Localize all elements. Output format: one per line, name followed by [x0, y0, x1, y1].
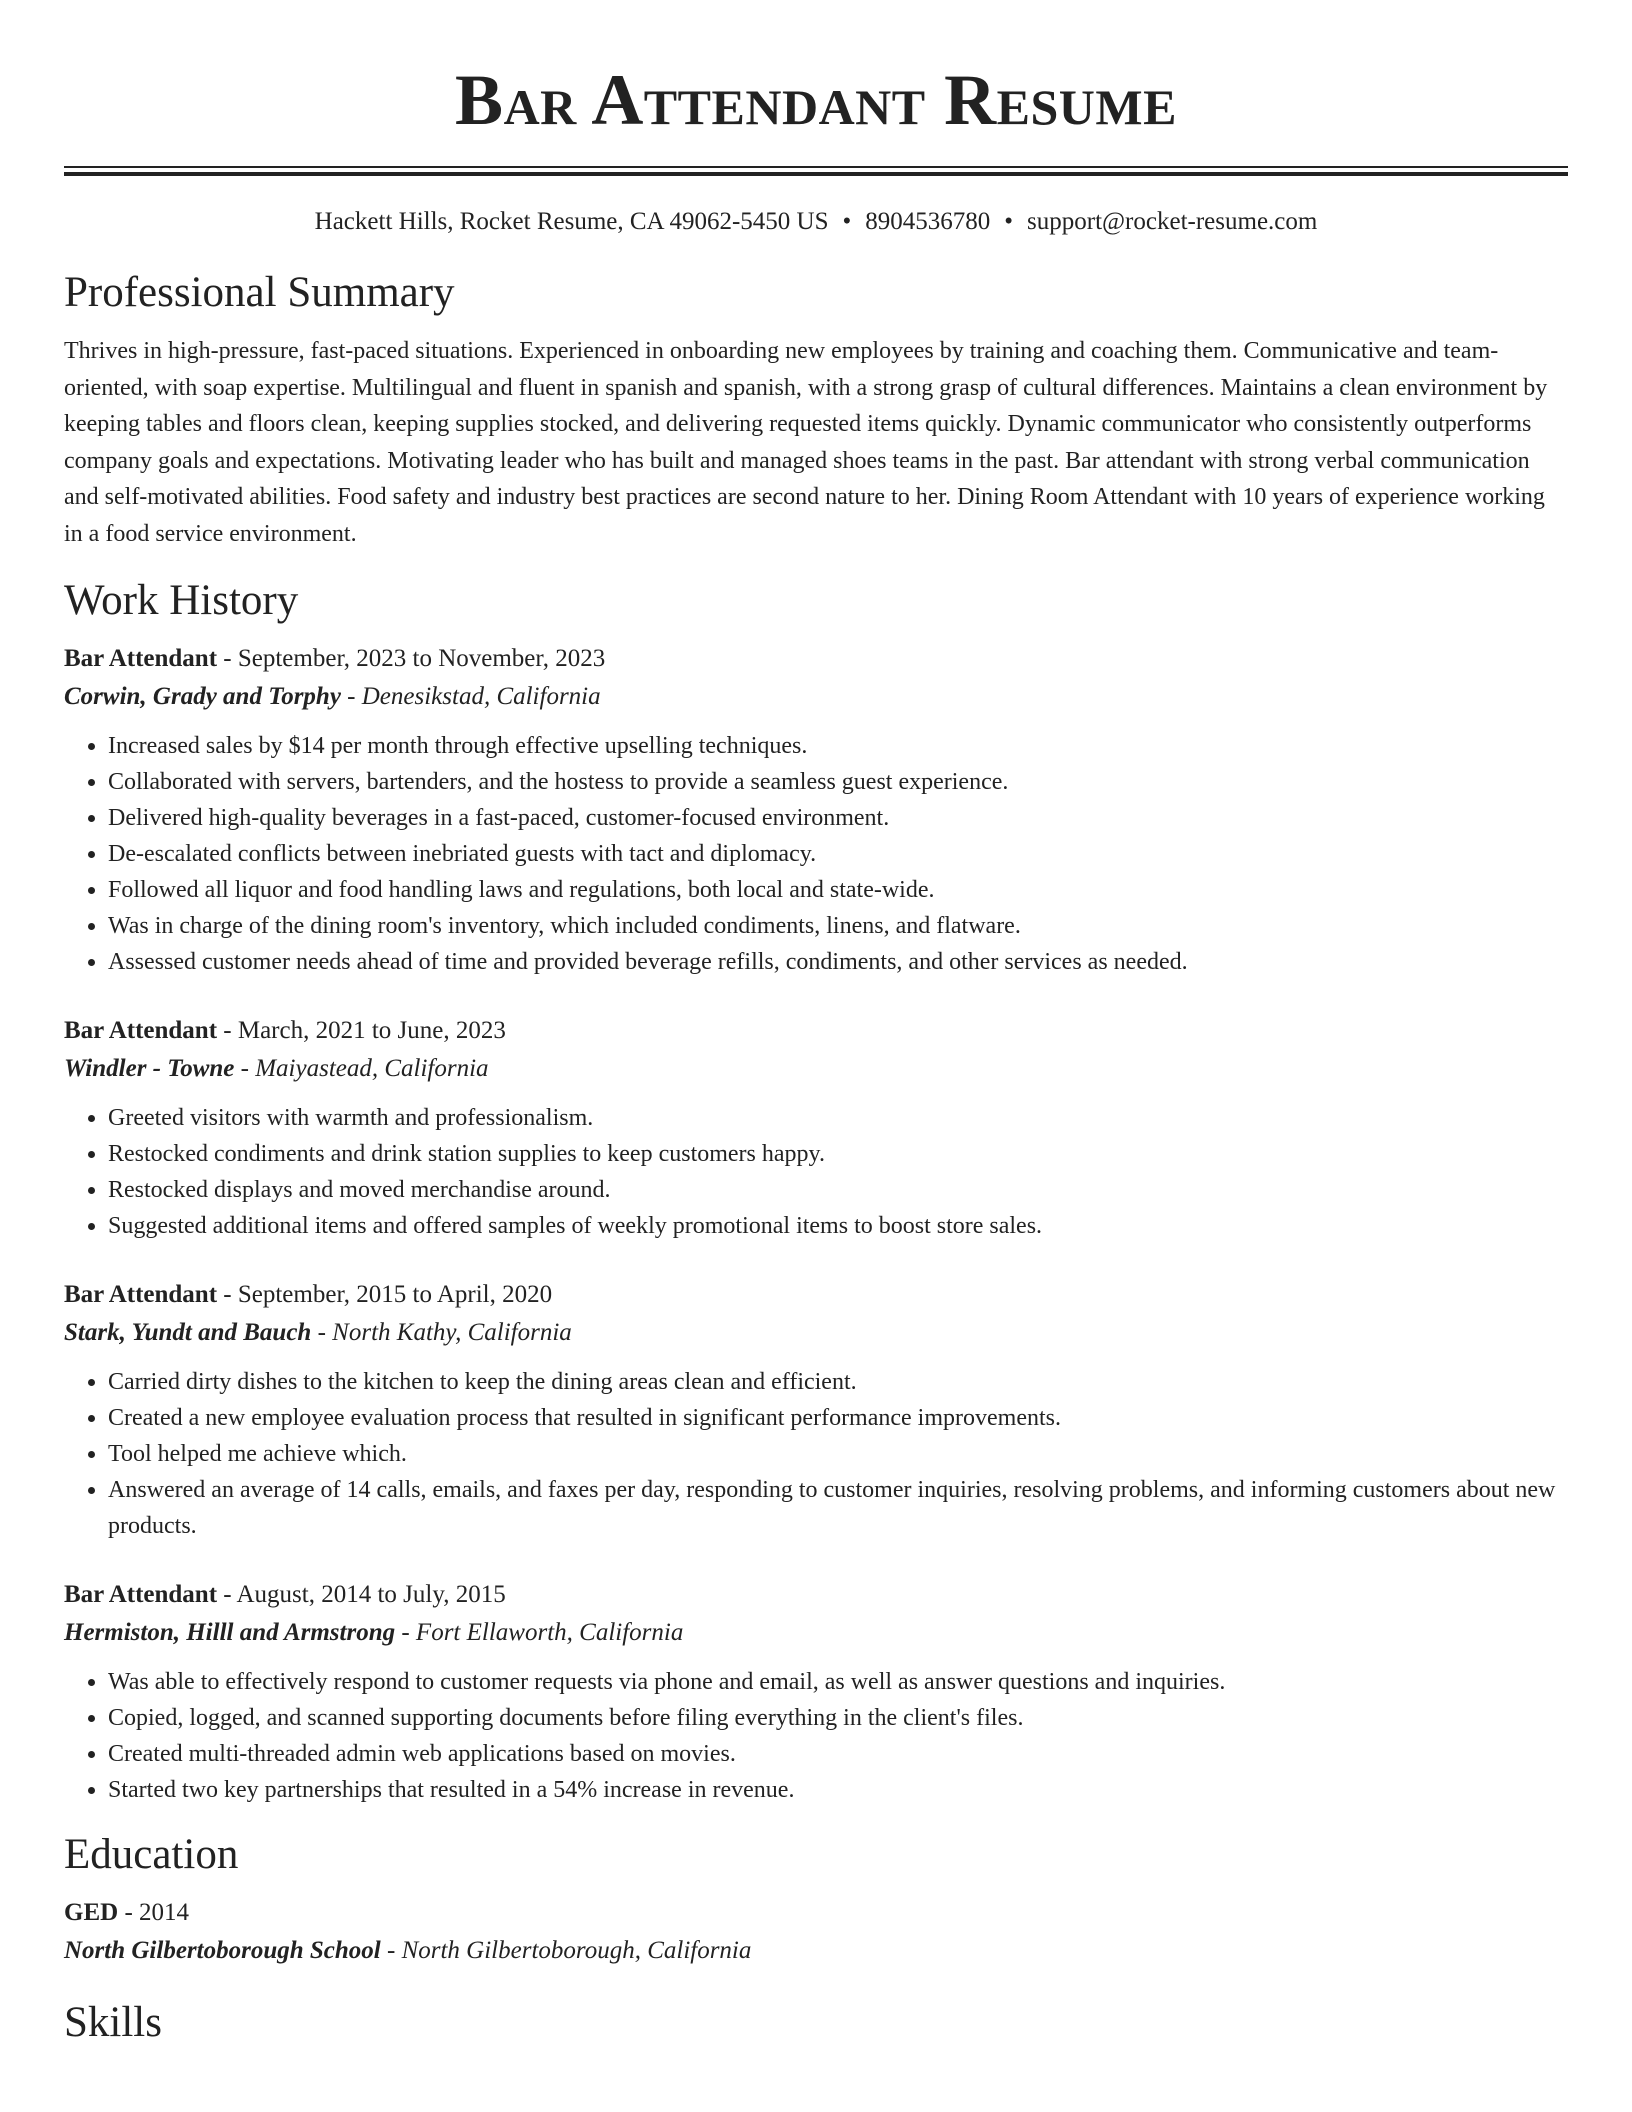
title-divider	[64, 166, 1568, 176]
job-dates: - March, 2021 to June, 2023	[217, 1017, 506, 1044]
job-company-line	[64, 678, 1568, 716]
job-location: - Denesikstad, California	[340, 683, 601, 710]
education-year: - 2014	[118, 1899, 190, 1926]
job-location: - North Kathy, California	[311, 1319, 572, 1346]
job-bullet: • Created multi-threaded admin web applications based on movies.	[108, 1736, 1568, 1772]
job-bullet: • Started two key partnerships that resulted in a 54% increase in revenue.	[108, 1772, 1568, 1808]
education-location: - North Gilbertoborough, California	[380, 1937, 752, 1964]
contact-address: Hackett Hills, Rocket Resume, CA 49062-5450 US	[314, 208, 829, 235]
job-bullet: • Restocked condiments and drink station supplies to keep customers happy.	[108, 1136, 1568, 1172]
job-company: Corwin, Grady and Torphy	[64, 683, 341, 710]
job-role-line	[64, 1276, 1568, 1314]
job-bullet: • Collaborated with servers, bartenders, and the hostess to provide a seamless guest experience.	[108, 764, 1568, 800]
summary-section	[64, 268, 1568, 552]
education-school-line	[64, 1932, 1568, 1970]
job-entry	[64, 640, 1568, 980]
contact-separator: •	[842, 208, 852, 235]
skills-heading: Skills	[64, 1999, 162, 2046]
job-bullet: • Was able to effectively respond to customer requests via phone and email, as well as answer questions and inquiries.	[108, 1664, 1568, 1700]
skills-section	[64, 1998, 1568, 2048]
job-bullet: • Copied, logged, and scanned supporting documents before filing everything in the client's files.	[108, 1700, 1568, 1736]
resume-title: Bar Attendant Resume	[455, 60, 1177, 140]
job-company-line	[64, 1614, 1568, 1652]
job-company-line	[64, 1050, 1568, 1088]
job-company: Hermiston, Hilll and Armstrong	[64, 1619, 396, 1646]
work-history-heading: Work History	[64, 577, 299, 624]
summary-heading: Professional Summary	[64, 269, 455, 316]
contact-line	[64, 204, 1568, 240]
contact-email: support@rocket-resume.com	[1027, 208, 1318, 235]
education-degree: GED	[64, 1899, 119, 1926]
job-bullet: • Suggested additional items and offered samples of weekly promotional items to boost store sales.	[108, 1208, 1568, 1244]
job-bullets	[64, 1100, 1568, 1244]
job-bullet: • Carried dirty dishes to the kitchen to keep the dining areas clean and efficient.	[108, 1364, 1568, 1400]
job-title: Bar Attendant	[64, 1281, 218, 1308]
job-bullet: • Greeted visitors with warmth and professionalism.	[108, 1100, 1568, 1136]
job-role-line	[64, 1576, 1568, 1614]
job-title: Bar Attendant	[64, 1017, 218, 1044]
job-role-line	[64, 640, 1568, 678]
job-company: Stark, Yundt and Bauch	[64, 1319, 312, 1346]
education-entry	[64, 1894, 1568, 1970]
job-entry	[64, 1276, 1568, 1544]
job-bullets	[64, 1664, 1568, 1808]
job-bullets	[64, 1364, 1568, 1544]
job-location: - Maiyastead, California	[234, 1055, 489, 1082]
job-company-line	[64, 1314, 1568, 1352]
education-heading: Education	[64, 1831, 239, 1878]
job-dates: - September, 2015 to April, 2020	[217, 1281, 553, 1308]
contact-separator: •	[1004, 208, 1014, 235]
job-bullet: • Followed all liquor and food handling laws and regulations, both local and state-wide.	[108, 872, 1568, 908]
contact-phone: 8904536780	[865, 208, 991, 235]
job-bullet: • Increased sales by $14 per month through effective upselling techniques.	[108, 728, 1568, 764]
education-section	[64, 1830, 1568, 1970]
job-bullet: • Restocked displays and moved merchandise around.	[108, 1172, 1568, 1208]
job-entry	[64, 1012, 1568, 1244]
summary-text: Thrives in high-pressure, fast-paced situations. Experienced in onboarding new employees by training and coaching them. Communicative and team-oriented, with soap expertise. Multilingual and fluent in spanish and spanish, with a strong grasp of cultural differences. Maintains a clean environment by keeping tables and floors clean, keeping supplies stocked, and delivering requested items quickly. Dynamic communicator who consistently outperforms company goals and expectations. Motivating leader who has built and managed shoes teams in the past. Bar attendant with strong verbal communication and self-motivated abilities. Food safety and industry best practices are second nature to her. Dining Room Attendant with 10 years of experience working in a food service environment.	[64, 338, 1548, 547]
job-bullet: • Tool helped me achieve which.	[108, 1436, 1568, 1472]
job-entry	[64, 1576, 1568, 1808]
job-title: Bar Attendant	[64, 645, 218, 672]
job-dates: - August, 2014 to July, 2015	[217, 1581, 506, 1608]
job-location: - Fort Ellaworth, California	[395, 1619, 684, 1646]
job-bullet: • Assessed customer needs ahead of time and provided beverage refills, condiments, and other services as needed.	[108, 944, 1568, 980]
job-bullets	[64, 728, 1568, 980]
education-school: North Gilbertoborough School	[64, 1937, 381, 1964]
job-role-line	[64, 1012, 1568, 1050]
education-degree-line	[64, 1894, 1568, 1932]
job-bullet: • De-escalated conflicts between inebriated guests with tact and diplomacy.	[108, 836, 1568, 872]
job-company: Windler - Towne	[64, 1055, 235, 1082]
job-title: Bar Attendant	[64, 1581, 218, 1608]
job-bullet: • Was in charge of the dining room's inventory, which included condiments, linens, and flatware.	[108, 908, 1568, 944]
work-history-section	[64, 576, 1568, 1808]
job-dates: - September, 2023 to November, 2023	[217, 645, 606, 672]
job-bullet: • Answered an average of 14 calls, emails, and faxes per day, responding to customer inquiries, resolving problems, and informing customers about new products.	[108, 1472, 1568, 1544]
job-bullet: • Delivered high-quality beverages in a fast-paced, customer-focused environment.	[108, 800, 1568, 836]
job-bullet: • Created a new employee evaluation process that resulted in significant performance improvements.	[108, 1400, 1568, 1436]
